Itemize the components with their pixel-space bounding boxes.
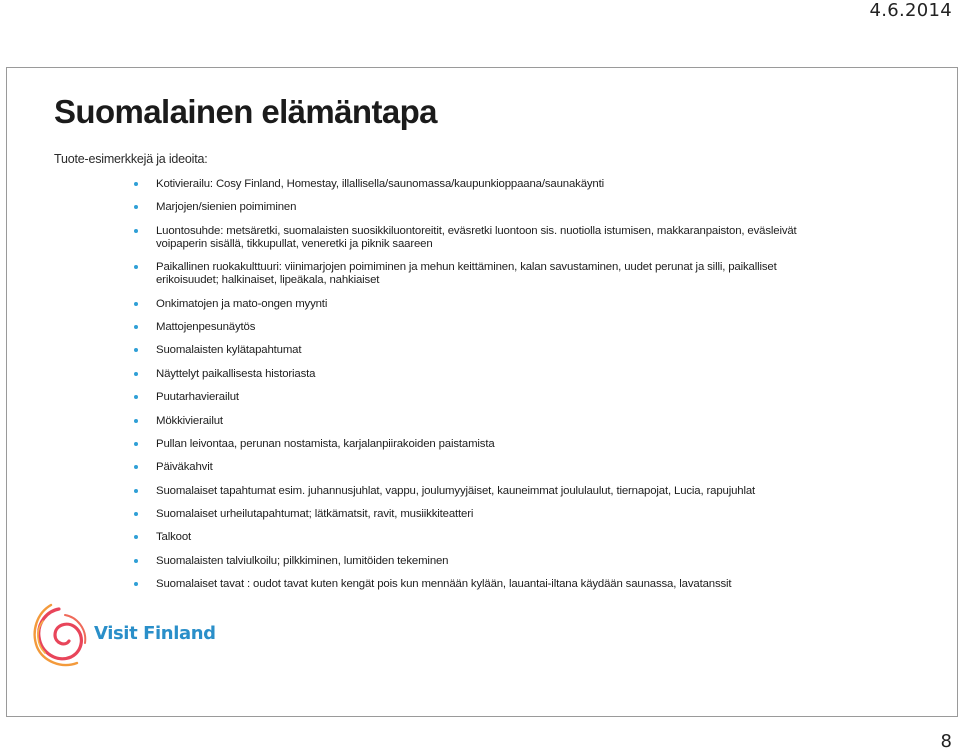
list-item-text: Päiväkahvit xyxy=(156,461,213,474)
bullet-icon xyxy=(134,582,138,586)
list-item xyxy=(134,225,824,251)
bullet-list xyxy=(134,178,824,602)
list-item xyxy=(134,555,824,568)
list-item xyxy=(134,344,824,357)
bullet-icon xyxy=(134,302,138,306)
list-item-text: Onkimatojen ja mato-ongen myynti xyxy=(156,297,328,310)
list-item-text: Näyttelyt paikallisesta historiasta xyxy=(156,367,316,380)
page-number: 8 xyxy=(940,731,952,752)
list-item-text: Suomalaisten talviulkoilu; pilkkiminen, lumitöiden tekeminen xyxy=(156,554,449,567)
bullet-icon xyxy=(134,512,138,516)
list-item xyxy=(134,368,824,381)
bullet-icon xyxy=(134,465,138,469)
list-item-text: Puutarhavierailut xyxy=(156,391,239,404)
slide-title: Suomalainen elämäntapa xyxy=(54,93,437,130)
bullet-icon xyxy=(134,372,138,376)
logo-wordmark: Visit Finland xyxy=(94,623,216,644)
bullet-icon xyxy=(134,442,138,446)
list-item-text: Talkoot xyxy=(156,531,192,544)
bullet-icon xyxy=(134,205,138,209)
list-item xyxy=(134,508,824,521)
bullet-icon xyxy=(134,182,138,186)
bullet-icon xyxy=(134,489,138,493)
list-item-text: Mattojenpesunäytös xyxy=(156,320,256,333)
slide-subtitle: Tuote-esimerkkejä ja ideoita: xyxy=(54,152,208,166)
list-item-text: Mökkivierailut xyxy=(156,414,223,427)
bullet-icon xyxy=(134,229,138,233)
list-item-text: Suomalaisten kylätapahtumat xyxy=(156,344,302,357)
list-item-text: Suomalaiset tapahtumat esim. juhannusjuhlat, vappu, joulumyyjäiset, kauneimmat joululaulut, tiernapojat, Lucia, rapujuhlat xyxy=(156,484,756,497)
list-item xyxy=(134,485,824,498)
bullet-icon xyxy=(134,265,138,269)
list-item xyxy=(134,321,824,334)
list-item-text: Pullan leivontaa, perunan nostamista, karjalanpiirakoiden paistamista xyxy=(156,437,495,450)
bullet-icon xyxy=(134,535,138,539)
bullet-icon xyxy=(134,419,138,423)
list-item-text: Suomalaiset tavat : oudot tavat kuten kengät pois kun mennään kylään, lauantai-iltana käydään saunassa, lavatanssit xyxy=(156,578,732,591)
list-item xyxy=(134,391,824,404)
list-item-text: Suomalaiset urheilutapahtumat; lätkämatsit, ravit, musiikkiteatteri xyxy=(156,508,474,521)
list-item xyxy=(134,298,824,311)
visit-finland-logo xyxy=(29,601,216,671)
list-item-text: Kotivierailu: Cosy Finland, Homestay, illallisella/saunomassa/kaupunkioppaana/saunakäynti xyxy=(156,178,605,190)
list-item-text: Marjojen/sienien poimiminen xyxy=(156,201,297,214)
list-item xyxy=(134,415,824,428)
list-item xyxy=(134,261,824,287)
list-item xyxy=(134,201,824,214)
list-item xyxy=(134,178,824,191)
list-item xyxy=(134,461,824,474)
list-item xyxy=(134,438,824,451)
list-item-text: Luontosuhde: metsäretki, suomalaisten suosikkiluontoreitit, eväsretki luontoon sis. nuotiolla istumisen, makkaranpaiston, eväsleivät voipaperin sisällä, tikkupullat, veneretki ja piknik saareen xyxy=(156,224,797,250)
list-item xyxy=(134,578,824,591)
bullet-icon xyxy=(134,325,138,329)
header-date: 4.6.2014 xyxy=(869,0,952,21)
swirl-logo-icon xyxy=(29,601,93,671)
bullet-icon xyxy=(134,348,138,352)
list-item-text: Paikallinen ruokakulttuuri: viinimarjojen poimiminen ja mehun keittäminen, kalan savustaminen, uudet perunat ja silli, paikalliset erikoisuudet; halkinaiset, lipeäkala, nahkiaiset xyxy=(156,261,777,287)
slide xyxy=(6,67,958,717)
bullet-icon xyxy=(134,395,138,399)
list-item xyxy=(134,531,824,544)
bullet-icon xyxy=(134,559,138,563)
